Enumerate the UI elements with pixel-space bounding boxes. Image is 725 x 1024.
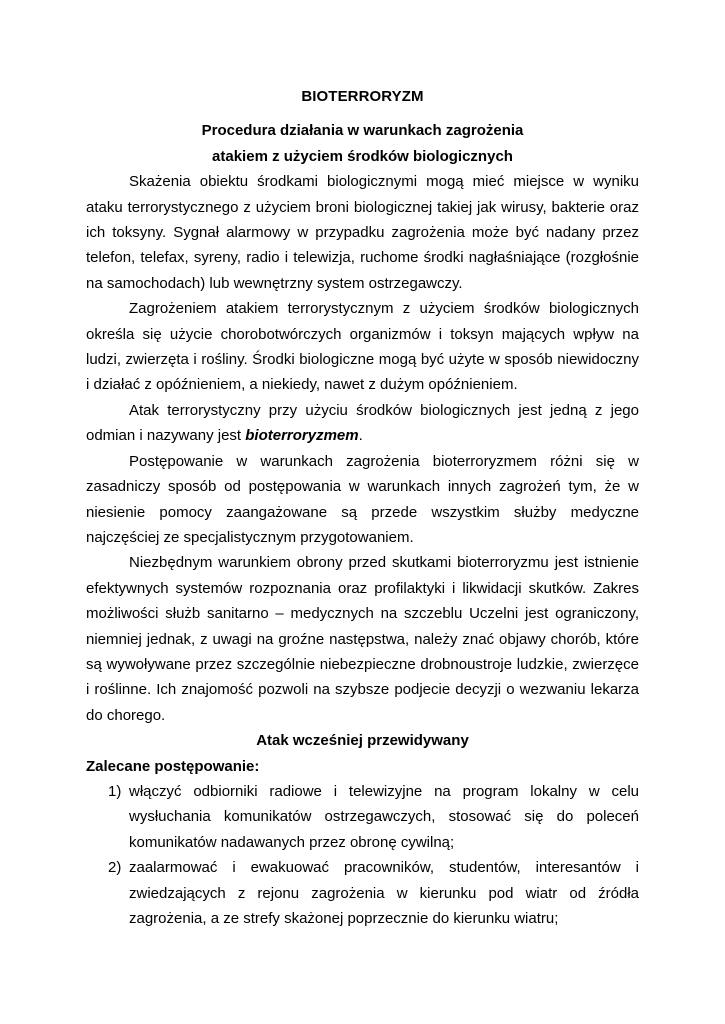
list-item: [86, 855, 639, 931]
section-heading-anticipated-attack: Atak wcześniej przewidywany: [256, 732, 469, 750]
recommended-procedure-heading: Zalecane postępowanie:: [86, 757, 260, 775]
paragraph-threat-definition: Zagrożeniem atakiem terrorystycznym z użyciem środków biologicznych określa się użycie chorobotwórczych organizmów i toksyn mających wpływ na ludzi, zwierzęta i rośliny. Środki biologiczne mogą być użyte w sposób niewidoczny i działać z opóźnieniem, a niekiedy, nawet z dużym opóźnieniem.: [86, 300, 639, 394]
document-page: [86, 84, 639, 931]
list-item: [86, 779, 639, 855]
paragraph-contamination-signal: Skażenia obiektu środkami biologicznymi mogą mieć miejsce w wyniku ataku terrorystycznego z użyciem broni biologicznej takiej jak wirusy, bakterie oraz ich toksyny. Sygnał alarmowy w przypadku zagrożenia może być nadany przez telefon, telefax, syreny, radio i telewizja, ruchome środki nagłaśniające (rozgłośnie na samochodach) lub wewnętrzny system ostrzegawczy.: [86, 173, 639, 292]
step-text: włączyć odbiorniki radiowe i telewizyjne na program lokalny w celu wysłuchania komunikatów ostrzegawczych, stosować się do poleceń komunikatów nadawanych przez obronę cywilną;: [129, 782, 639, 851]
paragraph-defense-conditions: Niezbędnym warunkiem obrony przed skutkami bioterroryzmu jest istnienie efektywnych systemów rozpoznania oraz profilaktyki i likwidacji skutków. Zakres możliwości służb sanitarno – medycznych na szczeblu Uczelni jest ograniczony, niemniej jednak, z uwagi na groźne następstwa, należy znać objawy chorób, które są wywoływane przez szczególnie niebezpieczne drobnoustroje ludzkie, zwierzęce i roślinne. Ich znajomość pozwoli na szybsze podjecie decyzji o wezwaniu lekarza do chorego.: [86, 554, 639, 724]
step-number: 2): [108, 859, 122, 877]
paragraph3-text-before: Atak terrorystyczny przy użyciu środków biologicznych jest jedną z jego odmian i nazywany jest: [86, 401, 639, 445]
paragraph3-text-after: .: [358, 427, 363, 445]
document-subtitle-line2: atakiem z użyciem środków biologicznych: [212, 147, 513, 165]
procedure-steps-list: [86, 779, 639, 931]
step-text: zaalarmować i ewakuować pracowników, studentów, interesantów i zwiedzających z rejonu zagrożenia w kierunku pod wiatr od źródła zagrożenia, a ze strefy skażonej poprzecznie do kierunku wiatru;: [129, 859, 639, 927]
document-title: BIOTERRORYZM: [301, 88, 424, 105]
bioterrorism-term: bioterroryzmem: [245, 427, 359, 445]
paragraph-procedure-difference: Postępowanie w warunkach zagrożenia bioterroryzmem różni się w zasadniczy sposób od postępowania w warunkach innych zagrożeń tym, że w niesienie pomocy zaangażowane są przede wszystkim służby medyczne najczęściej ze specjalistycznym przygotowaniem.: [86, 452, 639, 546]
document-subtitle-line1: Procedura działania w warunkach zagrożenia: [201, 122, 524, 140]
paragraph-bioterrorism-definition: [86, 398, 639, 449]
step-number: 1): [108, 782, 122, 800]
